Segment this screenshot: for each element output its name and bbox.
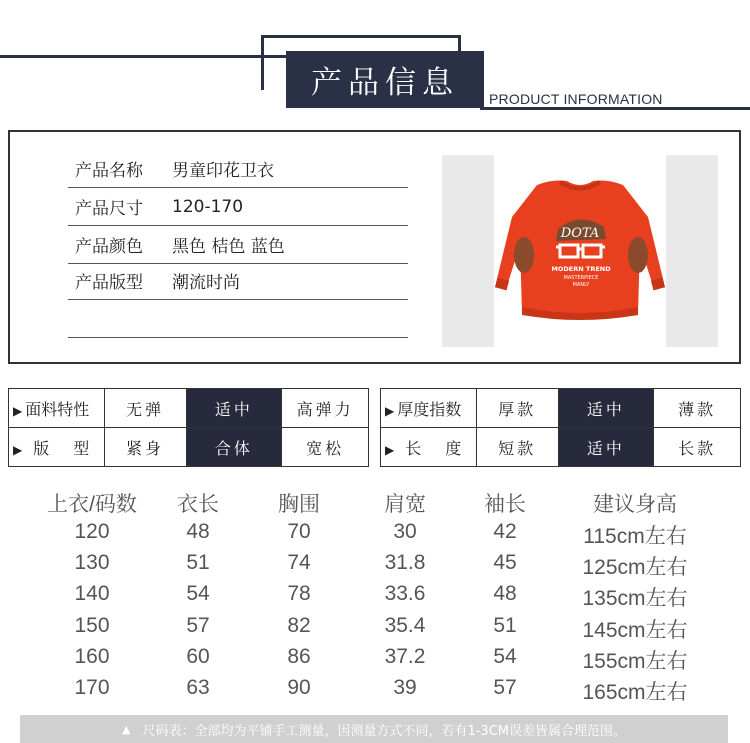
size-cell: 120 bbox=[74, 520, 110, 543]
size-header-cell: 胸围 bbox=[278, 493, 320, 516]
size-cell: 125cm左右 bbox=[582, 556, 688, 579]
triangle-right-icon: ▶ bbox=[385, 442, 395, 457]
feature-option-selected: 合体 bbox=[186, 428, 282, 467]
size-cell: 57 bbox=[186, 614, 210, 637]
info-value: 120-170 bbox=[172, 196, 244, 217]
product-photo bbox=[442, 155, 718, 347]
size-cell: 150 bbox=[74, 614, 110, 637]
size-cell: 63 bbox=[186, 676, 210, 699]
feature-label: ▶ 版 型 bbox=[9, 428, 105, 467]
section-title: 产品信息 bbox=[286, 51, 484, 108]
triangle-right-icon: ▶ bbox=[13, 403, 23, 418]
feature-option: 薄款 bbox=[654, 389, 741, 428]
info-value: 黑色 桔色 蓝色 bbox=[172, 237, 285, 257]
size-cell: 37.2 bbox=[384, 645, 426, 668]
info-row-empty bbox=[68, 300, 408, 338]
info-label: 产品颜色 bbox=[75, 237, 143, 257]
size-cell: 165cm左右 bbox=[582, 681, 688, 704]
size-table-row bbox=[0, 551, 750, 582]
size-cell: 54 bbox=[493, 645, 517, 668]
info-row-name bbox=[68, 150, 408, 188]
feature-option: 无弹 bbox=[104, 389, 186, 428]
feature-row-fit bbox=[9, 428, 369, 467]
print-tagline-2: MASTERPIECE bbox=[563, 275, 599, 281]
size-cell: 70 bbox=[287, 520, 311, 543]
feature-option: 高弹力 bbox=[282, 389, 369, 428]
size-table-row bbox=[0, 520, 750, 551]
feature-option: 紧身 bbox=[104, 428, 186, 467]
feature-table-right bbox=[380, 388, 741, 467]
triangle-right-icon: ▶ bbox=[385, 403, 395, 418]
size-cell: 160 bbox=[74, 645, 110, 668]
feature-row-fabric bbox=[9, 389, 369, 428]
triangle-up-icon: ▲ bbox=[122, 722, 131, 736]
feature-option: 宽松 bbox=[282, 428, 369, 467]
size-cell: 90 bbox=[287, 676, 311, 699]
size-header-cell: 上衣/码数 bbox=[47, 493, 137, 516]
print-logo-text: DOTA bbox=[560, 226, 600, 241]
size-cell: 48 bbox=[493, 582, 517, 605]
feature-label: ▶ 长 度 bbox=[381, 428, 477, 467]
size-cell: 39 bbox=[393, 676, 417, 699]
feature-label: ▶ 面料特性 bbox=[9, 389, 105, 428]
size-header-cell: 衣长 bbox=[177, 493, 219, 516]
feature-table-left bbox=[8, 388, 369, 467]
feature-option: 长款 bbox=[654, 428, 741, 467]
info-row-fit bbox=[68, 262, 408, 300]
size-cell: 51 bbox=[186, 551, 210, 574]
info-row-color bbox=[68, 226, 408, 264]
info-label: 产品尺寸 bbox=[75, 199, 143, 219]
size-cell: 33.6 bbox=[384, 582, 426, 605]
size-header-cell: 肩宽 bbox=[384, 493, 426, 516]
size-cell: 86 bbox=[287, 645, 311, 668]
size-header-cell: 建议身高 bbox=[593, 493, 677, 516]
feature-label: ▶ 厚度指数 bbox=[381, 389, 477, 428]
size-cell: 135cm左右 bbox=[582, 587, 688, 610]
sweatshirt-image bbox=[442, 155, 718, 347]
size-cell: 74 bbox=[287, 551, 311, 574]
size-note-text: 尺码表：全部均为平铺手工测量，因测量方式不同，若有1-3CM误差皆属合理范围。 bbox=[142, 723, 626, 739]
info-value: 潮流时尚 bbox=[172, 273, 240, 293]
print-tagline: MODERN TREND bbox=[551, 265, 611, 273]
header-rule-right bbox=[480, 107, 750, 110]
size-cell: 155cm左右 bbox=[582, 650, 688, 673]
size-table-row bbox=[0, 582, 750, 613]
size-cell: 78 bbox=[287, 582, 311, 605]
feature-option-selected: 适中 bbox=[558, 428, 654, 467]
info-row-size bbox=[68, 188, 408, 226]
size-cell: 30 bbox=[393, 520, 417, 543]
size-cell: 145cm左右 bbox=[582, 619, 688, 642]
size-table-row bbox=[0, 676, 750, 707]
size-cell: 60 bbox=[186, 645, 210, 668]
size-cell: 31.8 bbox=[384, 551, 426, 574]
size-cell: 51 bbox=[493, 614, 517, 637]
info-value: 男童印花卫衣 bbox=[172, 161, 274, 181]
feature-option-selected: 适中 bbox=[558, 389, 654, 428]
size-cell: 115cm左右 bbox=[583, 525, 687, 548]
section-subtitle: PRODUCT INFORMATION bbox=[489, 91, 663, 107]
size-cell: 48 bbox=[186, 520, 210, 543]
print-tagline-3: MANLY bbox=[572, 282, 590, 288]
info-label: 产品版型 bbox=[75, 273, 143, 293]
size-header-cell: 袖长 bbox=[484, 493, 526, 516]
size-table-row bbox=[0, 645, 750, 676]
info-label: 产品名称 bbox=[75, 161, 143, 181]
size-cell: 170 bbox=[74, 676, 110, 699]
size-note-bar bbox=[20, 715, 728, 743]
size-cell: 82 bbox=[287, 614, 311, 637]
size-cell: 35.4 bbox=[384, 614, 426, 637]
size-table-row bbox=[0, 614, 750, 645]
feature-row-length bbox=[381, 428, 741, 467]
feature-row-thickness bbox=[381, 389, 741, 428]
feature-option: 短款 bbox=[476, 428, 558, 467]
size-cell: 57 bbox=[493, 676, 517, 699]
size-cell: 45 bbox=[493, 551, 517, 574]
size-cell: 54 bbox=[186, 582, 210, 605]
triangle-right-icon: ▶ bbox=[13, 442, 23, 457]
feature-option: 厚款 bbox=[476, 389, 558, 428]
size-table-header bbox=[0, 488, 750, 519]
header-rule-left bbox=[0, 55, 290, 58]
feature-option-selected: 适中 bbox=[186, 389, 282, 428]
size-cell: 130 bbox=[74, 551, 110, 574]
size-cell: 140 bbox=[74, 582, 110, 605]
size-cell: 42 bbox=[493, 520, 517, 543]
